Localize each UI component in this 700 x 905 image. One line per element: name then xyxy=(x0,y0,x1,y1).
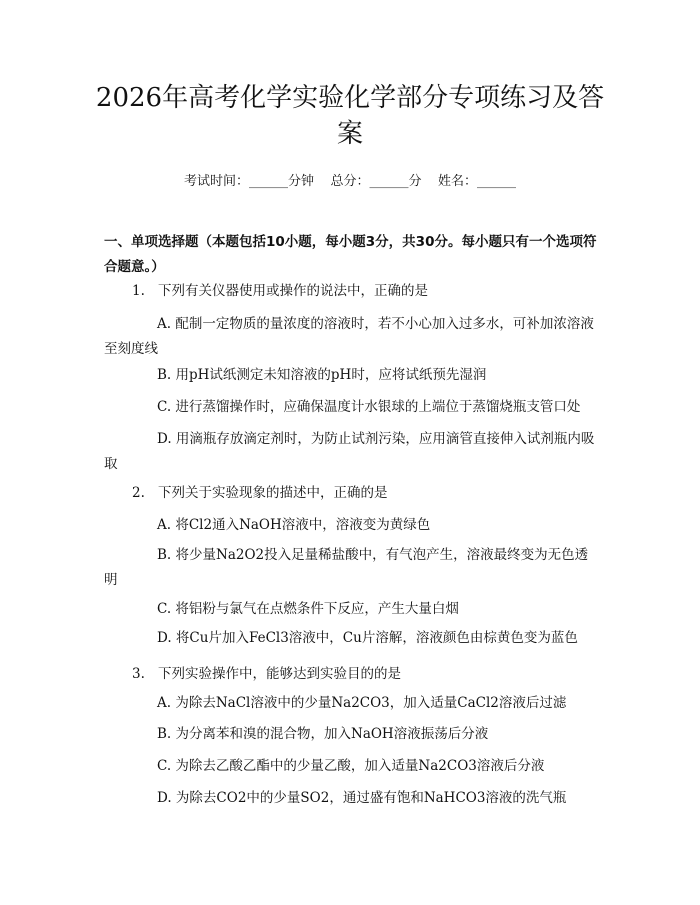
section-header: 一、单项选择题（本题包括10小题，每小题3分，共30分。每小题只有一个选项符合题意。） xyxy=(104,234,597,275)
question-option: C. 进行蒸馏操作时，应确保温度计水银球的上端位于蒸馏烧瓶支管口处 xyxy=(157,399,581,415)
exam-info-line: 考试时间：______分钟 总分：______分 姓名：______ xyxy=(183,174,517,189)
question-option: A. 为除去NaCl溶液中的少量Na2CO3，加入适量CaCl2溶液后过滤 xyxy=(157,695,567,711)
question-option: B. 将少量Na2O2投入足量稀盐酸中，有气泡产生，溶液最终变为无色透明 xyxy=(104,547,589,588)
question-number: 3. xyxy=(132,666,145,682)
question-option: C. 将铝粉与氯气在点燃条件下反应，产生大量白烟 xyxy=(157,601,459,617)
question-stem xyxy=(132,664,401,685)
question-number: 1. xyxy=(132,283,145,299)
question-text: 下列有关仪器使用或操作的说法中，正确的是 xyxy=(158,283,428,299)
question-stem xyxy=(132,281,428,302)
question-stem xyxy=(132,483,388,504)
question-option: B. 用pH试纸测定未知溶液的pH时，应将试纸预先湿润 xyxy=(157,367,487,383)
question-text: 下列实验操作中，能够达到实验目的的是 xyxy=(158,666,401,682)
question-option: A. 配制一定物质的量浓度的溶液时，若不小心加入过多水，可补加浓溶液至刻度线 xyxy=(104,316,594,357)
question-text: 下列关于实验现象的描述中，正确的是 xyxy=(158,485,388,501)
page-title: 2026年高考化学实验化学部分专项练习及答案 xyxy=(95,83,605,149)
question-option: B. 为分离苯和溴的混合物，加入NaOH溶液振荡后分液 xyxy=(157,726,489,742)
question-option: C. 为除去乙酸乙酯中的少量乙酸，加入适量Na2CO3溶液后分液 xyxy=(157,758,545,774)
question-number: 2. xyxy=(132,485,145,501)
question-option: D. 为除去CO2中的少量SO2，通过盛有饱和NaHCO3溶液的洗气瓶 xyxy=(157,790,567,806)
question-option: A. 将Cl2通入NaOH溶液中，溶液变为黄绿色 xyxy=(157,517,431,533)
question-option: D. 用滴瓶存放滴定剂时，为防止试剂污染，应用滴管直接伸入试剂瓶内吸取 xyxy=(104,431,595,472)
question-option: D. 将Cu片加入FeCl3溶液中，Cu片溶解，溶液颜色由棕黄色变为蓝色 xyxy=(157,630,578,646)
